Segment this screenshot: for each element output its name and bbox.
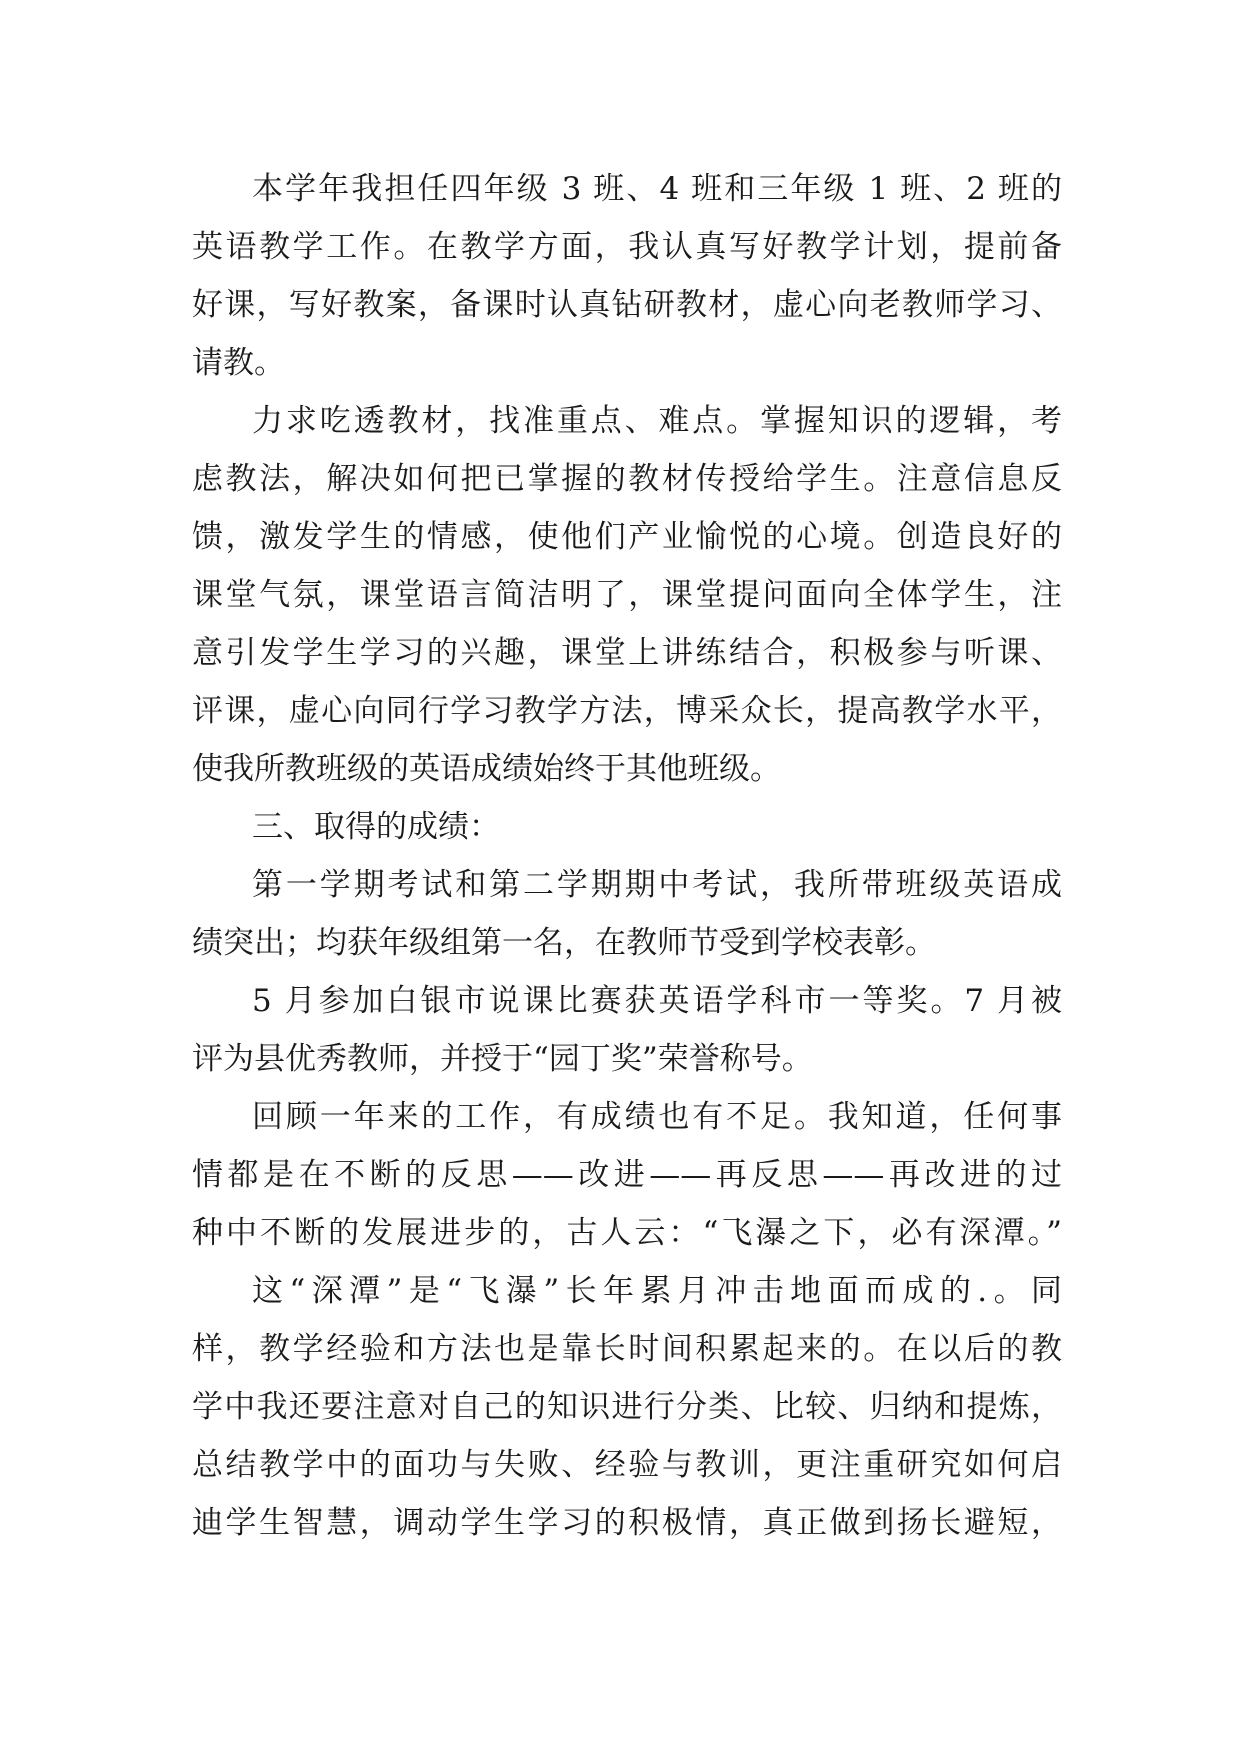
text-line: 课堂气氛，课堂语言简洁明了，课堂提问面向全体学生，注 (192, 577, 1062, 613)
section-heading: 三、取得的成绩： (252, 809, 500, 845)
text-line: 迪学生智慧，调动学生学习的积极情，真正做到扬长避短， (192, 1505, 1062, 1541)
text-line: 虑教法，解决如何把已掌握的教材传授给学生。注意信息反 (192, 461, 1062, 497)
text-line: 请教。 (192, 345, 285, 381)
text-line: 回顾一年来的工作，有成绩也有不足。我知道，任何事 (252, 1099, 1062, 1135)
document-body (192, 160, 1062, 1552)
text-line: 好课，写好教案，备课时认真钻研教材，虚心向老教师学习、 (192, 287, 1062, 323)
text-line: 总结教学中的面功与失败、经验与教训，更注重研究如何启 (192, 1447, 1062, 1483)
text-line: 学中我还要注意对自己的知识进行分类、比较、归纳和提炼， (192, 1389, 1062, 1425)
text-line: 评课，虚心向同行学习教学方法，博采众长，提高教学水平， (192, 693, 1062, 729)
text-line: 第一学期考试和第二学期期中考试，我所带班级英语成 (252, 867, 1062, 903)
text-line: 力求吃透教材，找准重点、难点。掌握知识的逻辑，考 (252, 403, 1062, 439)
text-line: 5 月参加白银市说课比赛获英语学科市一等奖。7 月被 (252, 983, 1062, 1019)
text-line: 英语教学工作。在教学方面，我认真写好教学计划，提前备 (192, 229, 1062, 265)
text-line: 这“深潭”是“飞瀑”长年累月冲击地面而成的.。同 (252, 1273, 1062, 1309)
text-line: 绩突出；均获年级组第一名，在教师节受到学校表彰。 (192, 925, 936, 961)
text-line: 情都是在不断的反思——改进——再反思——再改进的过 (192, 1157, 1062, 1193)
text-line: 使我所教班级的英语成绩始终于其他班级。 (192, 751, 781, 787)
text-line: 评为县优秀教师，并授于“园丁奖”荣誉称号。 (192, 1041, 813, 1077)
text-line: 种中不断的发展进步的，古人云：“飞瀑之下，必有深潭。” (192, 1215, 1062, 1251)
text-line: 馈，激发学生的情感，使他们产业愉悦的心境。创造良好的 (192, 519, 1062, 555)
text-line: 意引发学生学习的兴趣，课堂上讲练结合，积极参与听课、 (192, 635, 1062, 671)
text-line: 本学年我担任四年级 3 班、4 班和三年级 1 班、2 班的 (252, 171, 1062, 207)
text-line: 样，教学经验和方法也是靠长时间积累起来的。在以后的教 (192, 1331, 1062, 1367)
